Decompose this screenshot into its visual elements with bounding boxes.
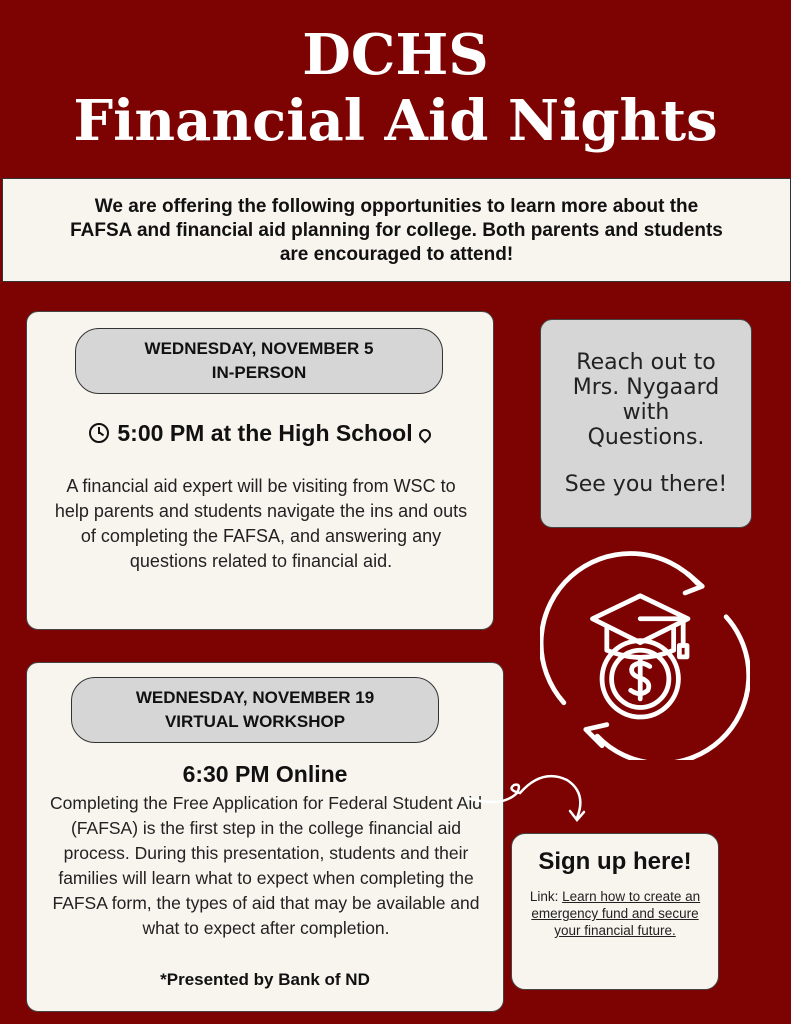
intro-banner [2,178,791,282]
event-2-date-pill [71,677,439,743]
event-2-presenter: *Presented by Bank of ND [160,970,370,989]
contact-box [540,319,752,528]
event-card-2 [26,662,504,1012]
event-2-type: VIRTUAL WORKSHOP [164,712,346,731]
event-1-date-pill [75,328,443,394]
signup-box [511,833,719,990]
graduation-money-cycle-icon [540,550,750,760]
signup-title: Sign up here! [538,848,692,875]
signup-link-block [522,888,708,939]
contact-closing: See you there! [564,472,728,497]
event-2-time: 6:30 PM Online [182,761,348,787]
clock-icon [89,423,109,443]
signup-link-prefix: Link: [529,889,563,904]
intro-text: We are offering the following opportunities to learn more about the FAFSA and financial aid planning for college. Both parents and students are encouraged to attend! [70,196,723,265]
event-2-description: Completing the Free Application for Federal Student Aid (FAFSA) is the first step in the college financial aid process. During this presentation, students and their families will learn what to expect when completing the FAFSA form, the types of aid that may be available and what to expect after completion. [50,793,482,938]
curly-arrow-icon [462,768,592,828]
signup-link[interactable]: Learn how to create an emergency fund and secure your financial future. [531,889,701,938]
contact-text: Reach out to Mrs. Nygaard with Questions. [572,350,720,450]
event-1-date: WEDNESDAY, NOVEMBER 5 [144,339,374,358]
title-line-1: DCHS [302,22,489,88]
event-1-time: 5:00 PM at the High School [117,420,413,446]
event-2-date: WEDNESDAY, NOVEMBER 19 [135,688,375,707]
title-line-2: Financial Aid Nights [73,88,718,154]
location-pin-icon [416,427,433,444]
event-1-description: A financial aid expert will be visiting from WSC to help parents and students navigate the ins and outs of completing the FAFSA, and answering any questions related to financial aid. [54,476,468,571]
event-card-1 [26,311,494,630]
event-1-time-row [27,420,493,447]
event-1-type: IN-PERSON [211,363,307,382]
